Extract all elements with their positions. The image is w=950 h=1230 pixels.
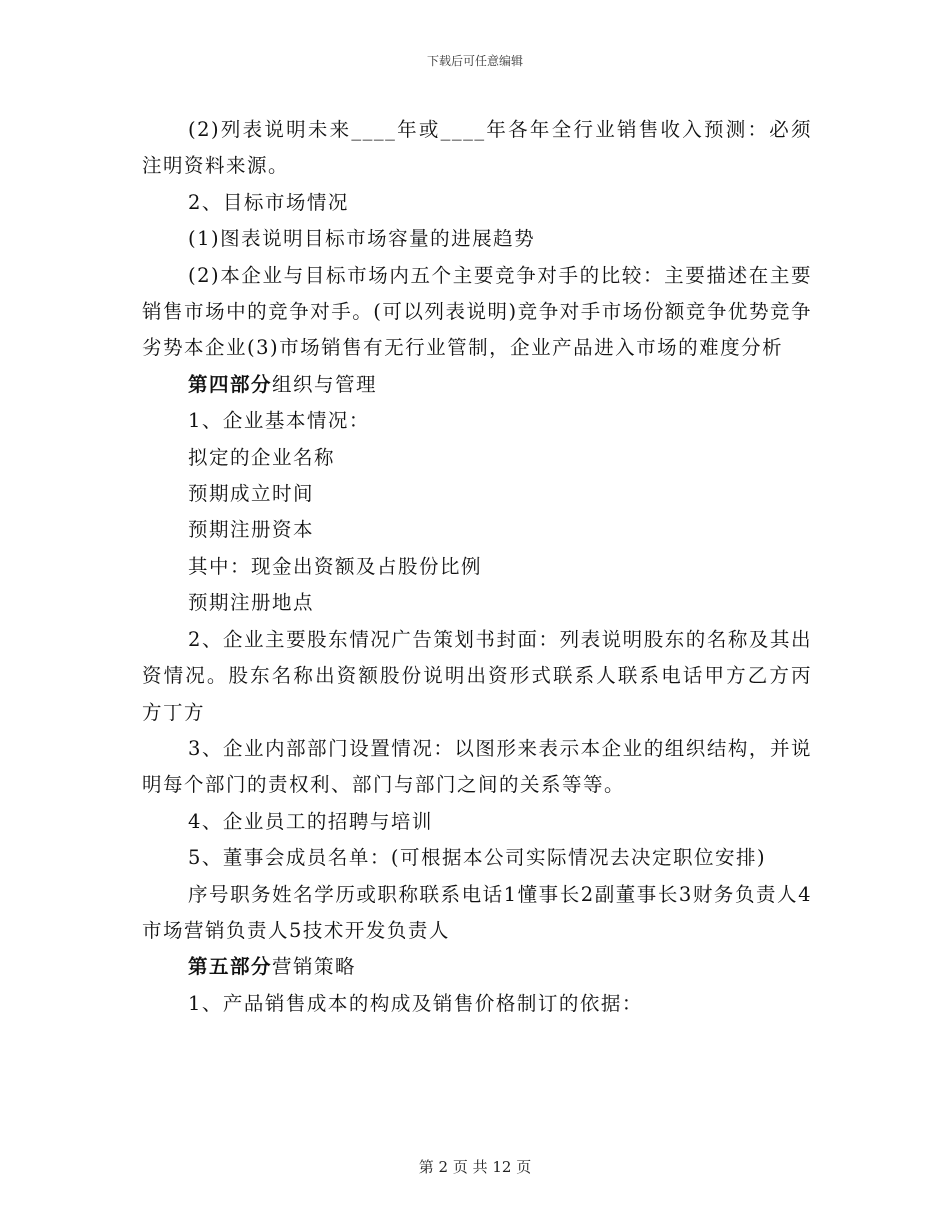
paragraph-board-members: 5、董事会成员名单：(可根据本公司实际情况去决定职位安排) bbox=[188, 846, 767, 870]
heading-target-market: 2、目标市场情况 bbox=[188, 190, 349, 214]
list-item: 预期注册地点 bbox=[188, 591, 315, 615]
paragraph-board-table: 序号职务姓名学历或职称联系电话1懂事长2副董事长3财务负责人4市场营销负责人5技术开发负责人 bbox=[142, 882, 812, 942]
paragraph-pricing: 1、产品销售成本的构成及销售价格制订的依据： bbox=[188, 991, 643, 1015]
section-heading-part5 bbox=[142, 949, 812, 985]
list-item: 拟定的企业名称 bbox=[188, 445, 336, 469]
paragraph-recruitment: 4、企业员工的招聘与培训 bbox=[188, 809, 433, 833]
page-footer: 第 2 页 共 12 页 bbox=[418, 1158, 532, 1176]
page-header: 下载后可任意编辑 bbox=[426, 54, 523, 68]
list-item: 预期成立时间 bbox=[188, 482, 315, 506]
paragraph-competitors: (2)本企业与目标市场内五个主要竞争对手的比较：主要描述在主要销售市场中的竞争对手。(可以列表说明)竞争对手市场份额竞争优势竞争劣势本企业(3)市场销售有无行业管制，企业产品进入市场的难度分析 bbox=[142, 263, 812, 360]
paragraph-shareholders: 2、企业主要股东情况广告策划书封面：列表说明股东的名称及其出资情况。股东名称出资额股份说明出资形式联系人联系电话甲方乙方丙方丁方 bbox=[142, 627, 812, 724]
section-title-part4: 组织与管理 bbox=[272, 372, 378, 396]
list-item: 预期注册资本 bbox=[188, 518, 315, 542]
document-body bbox=[142, 112, 812, 1022]
section-title-part5: 营销策略 bbox=[272, 955, 357, 979]
section-number-part4: 第四部分 bbox=[188, 372, 273, 396]
section-heading-part4 bbox=[142, 367, 812, 403]
paragraph-market-trend: (1)图表说明目标市场容量的进展趋势 bbox=[188, 227, 536, 251]
section-number-part5: 第五部分 bbox=[188, 955, 273, 979]
paragraph-departments: 3、企业内部部门设置情况：以图形来表示本企业的组织结构，并说明每个部门的责权利、部门与部门之间的关系等等。 bbox=[142, 736, 812, 797]
heading-company-basics: 1、企业基本情况： bbox=[188, 409, 370, 433]
list-item: 其中：现金出资额及占股份比例 bbox=[188, 554, 483, 578]
paragraph-sales-forecast: (2)列表说明未来____年或____年各年全行业销售收入预测：必须注明资料来源。 bbox=[142, 118, 812, 178]
